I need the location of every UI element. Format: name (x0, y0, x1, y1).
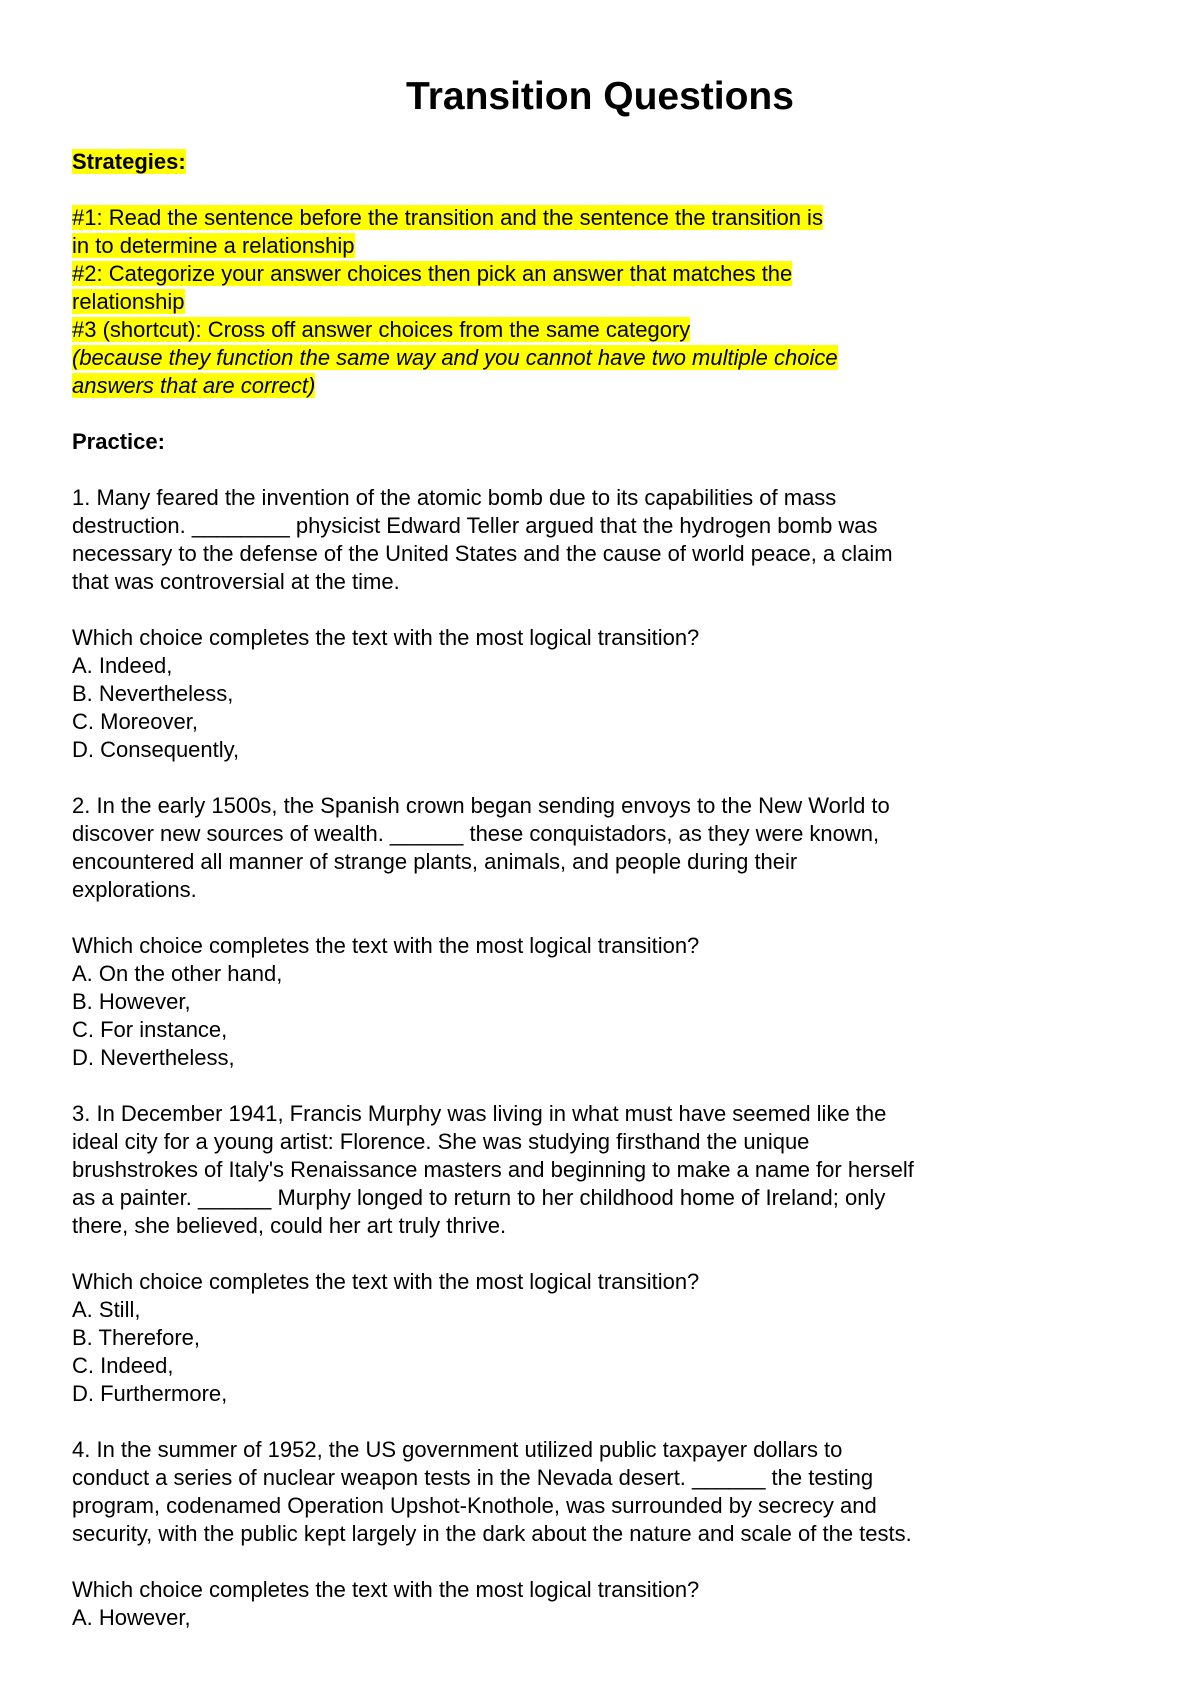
page-title: Transition Questions (406, 75, 794, 118)
question-passage-line: brushstrokes of Italy's Renaissance masters and beginning to make a name for herself (72, 1157, 914, 1182)
strategy-note-line: answers that are correct) (72, 373, 316, 398)
answer-choice: B. Therefore, (72, 1325, 200, 1350)
practice-section (72, 428, 1132, 1632)
question-passage-line: conduct a series of nuclear weapon tests in the Nevada desert. ______ the testing (72, 1465, 874, 1490)
question-prompt: Which choice completes the text with the most logical transition? (72, 1577, 700, 1602)
question-passage-line: 2. In the early 1500s, the Spanish crown began sending envoys to the New World to (72, 793, 890, 818)
answer-choice: D. Furthermore, (72, 1381, 228, 1406)
answer-choice: A. On the other hand, (72, 961, 283, 986)
question-prompt: Which choice completes the text with the most logical transition? (72, 1269, 700, 1294)
answer-choice: C. Moreover, (72, 709, 198, 734)
question-prompt: Which choice completes the text with the most logical transition? (72, 625, 700, 650)
question-2 (72, 792, 1132, 1072)
question-passage-line: security, with the public kept largely in the dark about the nature and scale of the tests. (72, 1521, 912, 1546)
strategy-line: relationship (72, 289, 185, 314)
question-passage-line: 3. In December 1941, Francis Murphy was living in what must have seemed like the (72, 1101, 887, 1126)
strategies-section (72, 148, 1132, 400)
answer-choice: A. However, (72, 1605, 191, 1630)
question-passage-line: encountered all manner of strange plants, animals, and people during their (72, 849, 798, 874)
question-passage-line: 4. In the summer of 1952, the US government utilized public taxpayer dollars to (72, 1437, 843, 1462)
answer-choice: D. Nevertheless, (72, 1045, 235, 1070)
strategy-line: #3 (shortcut): Cross off answer choices from the same category (72, 317, 691, 342)
strategies-heading: Strategies: (72, 149, 186, 174)
question-1 (72, 484, 1132, 764)
answer-choice: B. However, (72, 989, 191, 1014)
question-passage-line: that was controversial at the time. (72, 569, 400, 594)
strategy-line: in to determine a relationship (72, 233, 355, 258)
question-3 (72, 1100, 1132, 1408)
question-passage-line: ideal city for a young artist: Florence. She was studying firsthand the unique (72, 1129, 810, 1154)
strategy-note-line: (because they function the same way and you cannot have two multiple choice (72, 345, 838, 370)
question-4 (72, 1436, 1132, 1632)
strategy-line: #2: Categorize your answer choices then pick an answer that matches the (72, 261, 793, 286)
question-passage-line: necessary to the defense of the United States and the cause of world peace, a claim (72, 541, 893, 566)
question-passage-line: destruction. ________ physicist Edward Teller argued that the hydrogen bomb was (72, 513, 878, 538)
practice-heading: Practice: (72, 429, 165, 454)
question-passage-line: as a painter. ______ Murphy longed to return to her childhood home of Ireland; only (72, 1185, 886, 1210)
question-passage-line: there, she believed, could her art truly thrive. (72, 1213, 507, 1238)
strategy-line: #1: Read the sentence before the transition and the sentence the transition is (72, 205, 823, 230)
document-body (72, 148, 1132, 1632)
answer-choice: A. Still, (72, 1297, 141, 1322)
answer-choice: B. Nevertheless, (72, 681, 234, 706)
answer-choice: A. Indeed, (72, 653, 173, 678)
question-passage-line: program, codenamed Operation Upshot-Knothole, was surrounded by secrecy and (72, 1493, 877, 1518)
question-passage-line: discover new sources of wealth. ______ these conquistadors, as they were known, (72, 821, 880, 846)
answer-choice: C. For instance, (72, 1017, 228, 1042)
question-passage-line: 1. Many feared the invention of the atomic bomb due to its capabilities of mass (72, 485, 837, 510)
question-passage-line: explorations. (72, 877, 197, 902)
answer-choice: C. Indeed, (72, 1353, 174, 1378)
answer-choice: D. Consequently, (72, 737, 240, 762)
question-prompt: Which choice completes the text with the most logical transition? (72, 933, 700, 958)
